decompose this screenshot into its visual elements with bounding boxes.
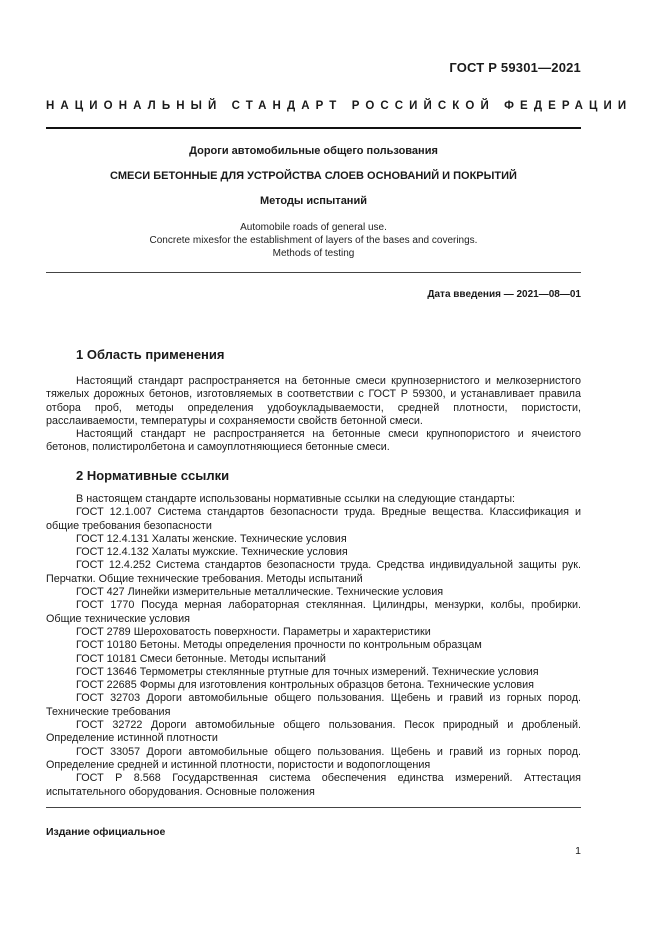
title-line-1: Дороги автомобильные общего пользования xyxy=(189,145,438,157)
english-title xyxy=(46,221,581,260)
reference-item: ГОСТ 32722 Дороги автомобильные общего пользования. Песок природный и дробленый. Определение истинной плотности xyxy=(46,719,581,745)
reference-item: ГОСТ 1770 Посуда мерная лабораторная стеклянная. Цилиндры, мензурки, колбы, пробирки. Общие технические условия xyxy=(46,599,581,625)
english-title-line: Methods of testing xyxy=(272,248,355,259)
reference-item: ГОСТ 2789 Шероховатость поверхности. Параметры и характеристики xyxy=(76,625,431,638)
paragraph: В настоящем стандарте использованы нормативные ссылки на следующие стандарты: xyxy=(76,493,515,505)
title-subtitle: Методы испытаний xyxy=(260,195,367,207)
english-title-line: Automobile roads of general use. xyxy=(240,222,387,233)
national-standard-heading: НАЦИОНАЛЬНЫЙ СТАНДАРТ РОССИЙСКОЙ ФЕДЕРАЦИИ xyxy=(46,100,633,112)
reference-item: ГОСТ 12.4.252 Система стандартов безопасности труда. Средства индивидуальной защиты рук. Перчатки. Общие технические требования. Методы испытаний xyxy=(46,559,581,585)
reference-item: ГОСТ 12.1.007 Система стандартов безопасности труда. Вредные вещества. Классификация и общие требования безопасности xyxy=(46,506,581,532)
reference-item: ГОСТ 33057 Дороги автомобильные общего пользования. Щебень и гравий из горных пород. Определение средней и истинной плотности, пористости и водопоглощения xyxy=(46,745,581,771)
section-2-heading: 2 Нормативные ссылки xyxy=(76,468,230,483)
top-divider xyxy=(46,127,581,129)
effective-date: Дата введения — 2021—08—01 xyxy=(427,289,581,300)
standard-code: ГОСТ Р 59301—2021 xyxy=(449,60,581,75)
reference-item: ГОСТ Р 8.568 Государственная система обеспечения единства измерений. Аттестация испытательного оборудования. Основные положения xyxy=(46,772,581,798)
page-number: 1 xyxy=(575,845,581,857)
section-1-body xyxy=(46,375,581,455)
title-main: СМЕСИ БЕТОННЫЕ ДЛЯ УСТРОЙСТВА СЛОЕВ ОСНОВАНИЙ И ПОКРЫТИЙ xyxy=(110,170,517,182)
title-divider xyxy=(46,272,581,273)
english-title-line: Concrete mixesfor the establishment of layers of the bases and coverings. xyxy=(149,235,478,246)
section-1-heading: 1 Область применения xyxy=(76,347,225,362)
footer-divider xyxy=(46,807,581,808)
official-edition-label: Издание официальное xyxy=(46,826,166,838)
paragraph: Настоящий стандарт распространяется на бетонные смеси крупнозернистого и мелкозернистого тяжелых дорожных бетонов, изготовляемых в соответствии с ГОСТ Р 59300, и устанавливает правила отбора проб, методы определения удобоукладываемости, средней плотности, пористости, расслаиваемости, температуры и сохраняемости свойств бетонной смеси. xyxy=(46,375,581,427)
paragraph: Настоящий стандарт не распространяется на бетонные смеси крупнопористого и ячеистого бетонов, полистиролбетона и самоуплотняющиеся бетонные смеси. xyxy=(46,428,581,454)
reference-item: ГОСТ 13646 Термометры стеклянные ртутные для точных измерений. Технические условия xyxy=(76,665,539,678)
reference-item: ГОСТ 32703 Дороги автомобильные общего пользования. Щебень и гравий из горных пород. Технические требования xyxy=(46,692,581,718)
reference-item: ГОСТ 10181 Смеси бетонные. Методы испытаний xyxy=(76,652,326,665)
reference-item: ГОСТ 22685 Формы для изготовления контрольных образцов бетона. Технические условия xyxy=(76,679,535,692)
reference-item: ГОСТ 10180 Бетоны. Методы определения прочности по контрольным образцам xyxy=(76,639,482,652)
reference-item: ГОСТ 427 Линейки измерительные металлические. Технические условия xyxy=(76,586,444,599)
section-2-body xyxy=(46,493,581,799)
reference-item: ГОСТ 12.4.132 Халаты мужские. Технические условия xyxy=(76,546,348,559)
reference-item: ГОСТ 12.4.131 Халаты женские. Технические условия xyxy=(76,532,347,545)
